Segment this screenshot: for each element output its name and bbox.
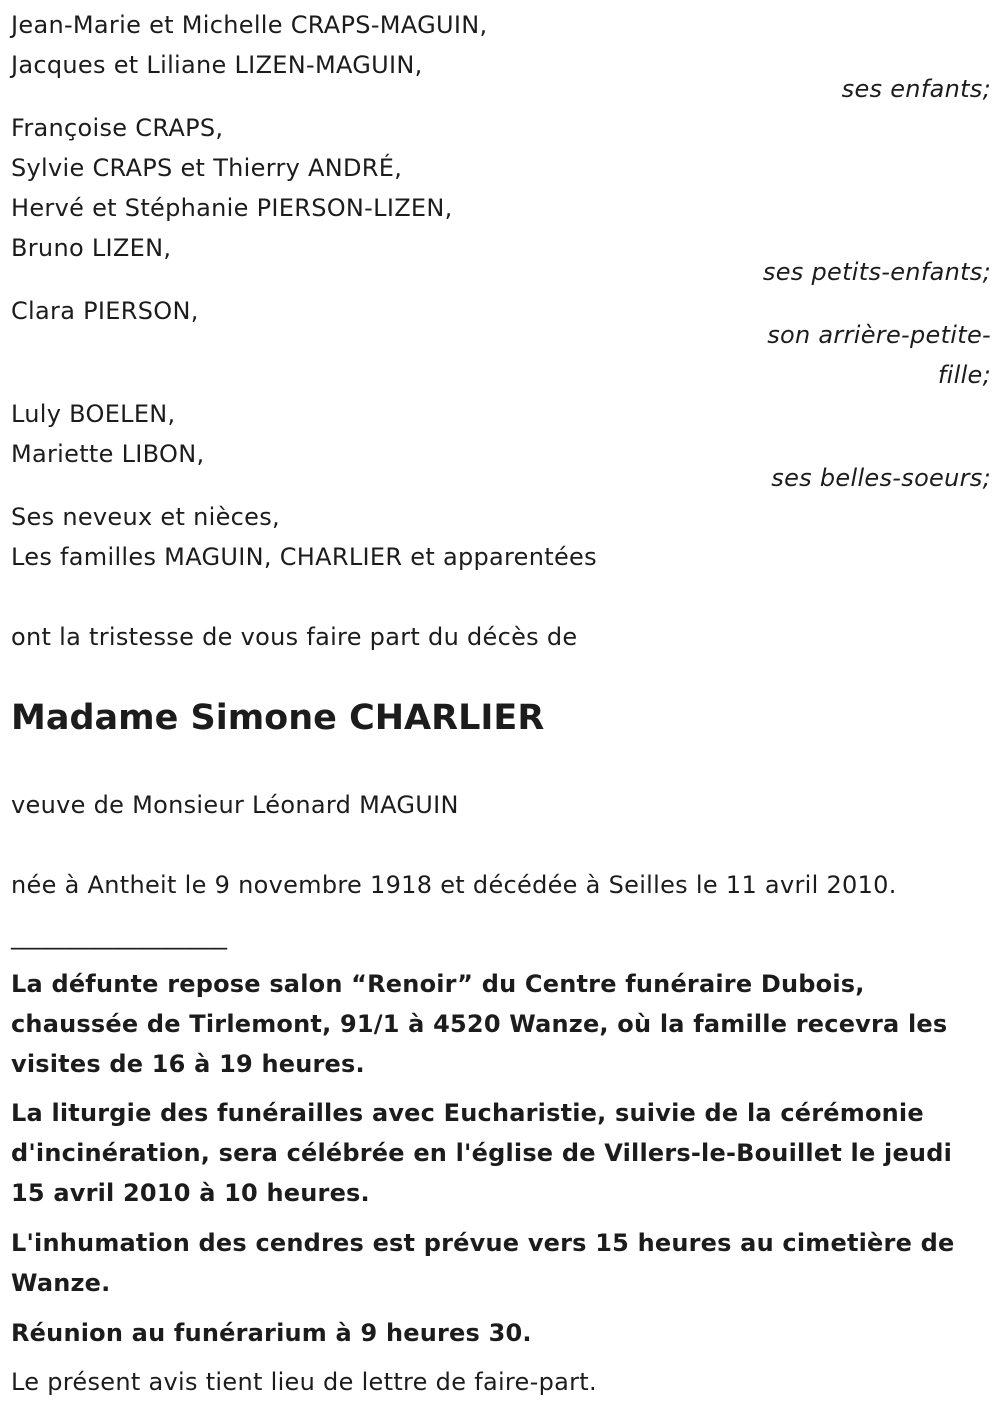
separator-line: __________________ xyxy=(11,922,227,950)
grandchild-name: Françoise CRAPS, xyxy=(11,114,224,142)
detail-paragraph-visitation: La défunte repose salon “Renoir” du Centre funéraire Dubois, chaussée de Tirlemont, 91/1 à 4520 Wanze, où la famille recevra les visites de 16 à 19 heures. xyxy=(11,970,948,1078)
sister-in-law-name: Luly BOELEN, xyxy=(11,400,176,428)
closing-text: Le présent avis tient lieu de lettre de faire-part. xyxy=(11,1368,597,1396)
announcement-text: ont la tristesse de vous faire part du décès de xyxy=(11,623,578,651)
deceased-name: Madame Simone CHARLIER xyxy=(11,698,545,738)
obituary-notice xyxy=(11,0,991,1418)
other-relatives: Les familles MAGUIN, CHARLIER et apparentées xyxy=(11,543,597,571)
role-label-great-grandchild-line1: son arrière-petite- xyxy=(767,321,991,349)
great-grandchild-name: Clara PIERSON, xyxy=(11,297,199,325)
child-name: Jean-Marie et Michelle CRAPS-MAGUIN, xyxy=(11,11,488,39)
detail-paragraph-reunion: Réunion au funérarium à 9 heures 30. xyxy=(11,1319,532,1347)
grandchild-name: Hervé et Stéphanie PIERSON-LIZEN, xyxy=(11,194,453,222)
detail-paragraph-burial: L'inhumation des cendres est prévue vers 15 heures au cimetière de Wanze. xyxy=(11,1229,955,1297)
child-name: Jacques et Liliane LIZEN-MAGUIN, xyxy=(11,51,423,79)
role-label-children: ses enfants; xyxy=(841,75,991,103)
widow-of: veuve de Monsieur Léonard MAGUIN xyxy=(11,791,459,819)
other-relatives: Ses neveux et nièces, xyxy=(11,503,280,531)
role-label-great-grandchild-line2: fille; xyxy=(937,361,991,389)
role-label-grandchildren: ses petits-enfants; xyxy=(762,258,991,286)
sister-in-law-name: Mariette LIBON, xyxy=(11,440,205,468)
detail-paragraph-funeral: La liturgie des funérailles avec Eucharistie, suivie de la cérémonie d'incinération, sera célébrée en l'église de Villers-le-Bouillet le jeudi 15 avril 2010 à 10 heures. xyxy=(11,1099,953,1207)
grandchild-name: Bruno LIZEN, xyxy=(11,234,172,262)
role-label-sisters-in-law: ses belles-soeurs; xyxy=(771,464,991,492)
grandchild-name: Sylvie CRAPS et Thierry ANDRÉ, xyxy=(11,154,403,182)
birth-death-dates: née à Antheit le 9 novembre 1918 et décédée à Seilles le 11 avril 2010. xyxy=(11,871,897,899)
